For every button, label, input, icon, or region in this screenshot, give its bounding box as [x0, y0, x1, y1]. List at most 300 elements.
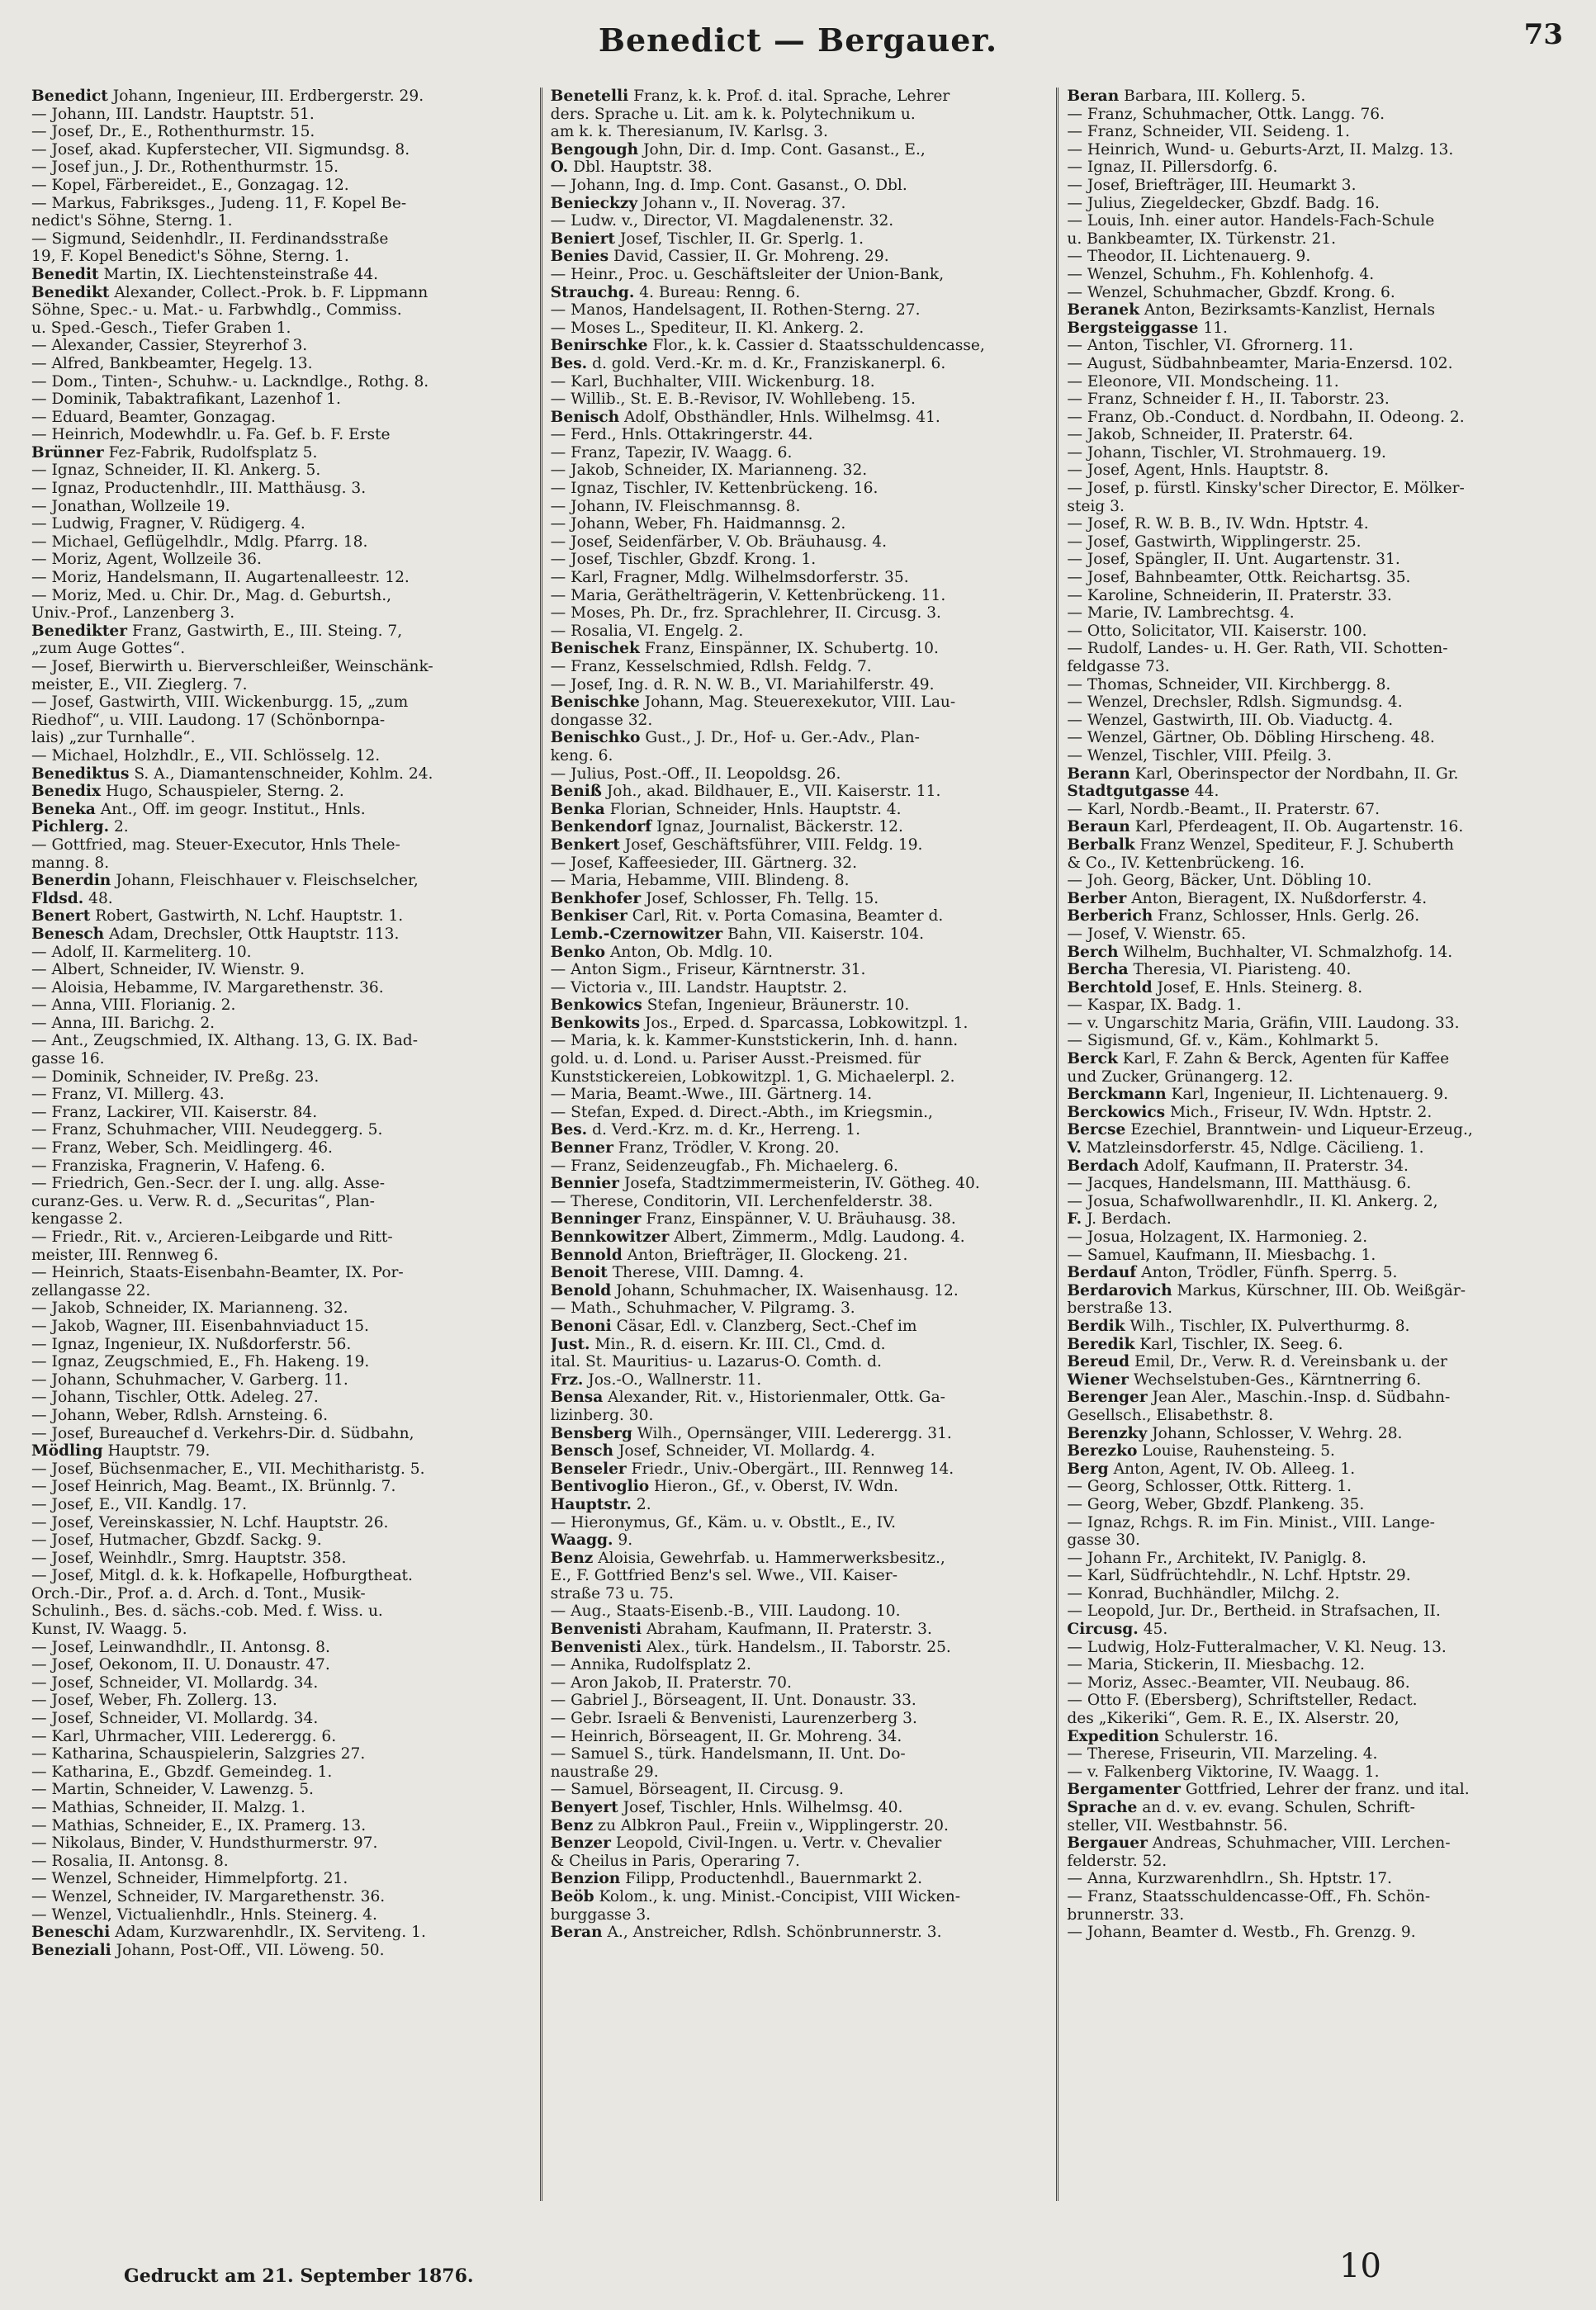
- directory-entry: naustraße 29.: [550, 1763, 659, 1781]
- directory-entry: — Franz, VI. Millerg. 43.: [31, 1086, 225, 1104]
- directory-entry: — Sigismund, Gf. v., Käm., Kohlmarkt 5.: [1067, 1032, 1379, 1050]
- directory-entry: — Aron Jakob, II. Praterstr. 70.: [550, 1673, 792, 1692]
- directory-entry: brunnerstr. 33.: [1067, 1905, 1185, 1924]
- directory-entry: — Albert, Schneider, IV. Wienstr. 9.: [31, 961, 305, 979]
- directory-entry: — Moriz, Assec.-Beamter, VII. Neubaug. 86.: [1067, 1673, 1410, 1692]
- directory-entry: „zum Auge Gottes“.: [31, 640, 186, 658]
- directory-entry: Bergauer Andreas, Schuhmacher, VIII. Lerchen-: [1067, 1834, 1451, 1853]
- directory-entry: — Maria, Hebamme, VIII. Blindeng. 8.: [550, 872, 850, 890]
- directory-entry: — Josef, Briefträger, III. Heumarkt 3.: [1067, 176, 1357, 194]
- directory-entry: — Johann, Ing. d. Imp. Cont. Gasanst., O. Dbl.: [550, 176, 907, 194]
- directory-entry: — Franz, Ob.-Conduct. d. Nordbahn, II. Odeong. 2.: [1067, 408, 1465, 426]
- directory-entry: Brünner Fez-Fabrik, Rudolfsplatz 5.: [31, 443, 318, 462]
- directory-entry: — Julius, Post.-Off., II. Leopoldsg. 26.: [550, 764, 841, 783]
- directory-entry: — Josua, Schafwollwarenhdlr., II. Kl. Ankerg. 2,: [1067, 1192, 1438, 1210]
- directory-entry: — Josef, Gastwirth, Wipplingerstr. 25.: [1067, 533, 1362, 551]
- directory-entry: Berdauf Anton, Trödler, Fünfh. Sperrg. 5.: [1067, 1264, 1398, 1282]
- directory-entry: berstraße 13.: [1067, 1299, 1173, 1318]
- directory-entry: — Josef, p. fürstl. Kinsky'scher Director, E. Mölker-: [1067, 480, 1465, 498]
- directory-entry: — Dominik, Schneider, IV. Preßg. 23.: [31, 1067, 320, 1086]
- directory-entry: Waagg. 9.: [550, 1531, 633, 1550]
- directory-entry: — Karoline, Schneiderin, II. Praterstr. 33.: [1067, 586, 1392, 604]
- directory-entry: — Markus, Fabriksges., Judeng. 11, F. Kopel Be-: [31, 194, 407, 212]
- directory-entry: Benetelli Franz, k. k. Prof. d. ital. Sprache, Lehrer: [550, 88, 950, 105]
- directory-entry: — Otto, Solicitator, VII. Kaiserstr. 100.: [1067, 622, 1367, 640]
- directory-entry: — Alexander, Cassier, Steyrerhof 3.: [31, 337, 308, 355]
- directory-entry: Stadtgutgasse 44.: [1067, 783, 1219, 801]
- directory-entry: Benz zu Albkron Paul., Freiin v., Wipplingerstr. 20.: [550, 1816, 949, 1834]
- directory-entry: — Wenzel, Schneider, IV. Margarethenstr. 36.: [31, 1887, 386, 1905]
- directory-entry: Frz. Jos.-O., Wallnerstr. 11.: [550, 1370, 762, 1389]
- directory-entry: lais) „zur Turnhalle“.: [31, 729, 196, 747]
- directory-entry: Benkendorf Ignaz, Journalist, Bäckerstr. 12.: [550, 818, 903, 836]
- directory-entry: — Aloisia, Hebamme, IV. Margarethenstr. 36.: [31, 978, 384, 996]
- directory-entry: — Mathias, Schneider, E., IX. Pramerg. 13.: [31, 1816, 367, 1834]
- directory-entry: Benzion Filipp, Productenhdl., Bauernmarkt 2.: [550, 1870, 923, 1888]
- directory-entry: — Anna, III. Barichg. 2.: [31, 1014, 215, 1032]
- directory-entry: — Eleonore, VII. Mondscheing. 11.: [1067, 372, 1339, 391]
- directory-entry: — Nikolaus, Binder, V. Hundsthurmerstr. 97.: [31, 1834, 378, 1853]
- directory-entry: — Josef, Schneider, VI. Mollardg. 34.: [31, 1673, 319, 1692]
- directory-entry: — v. Falkenberg Viktorine, IV. Waagg. 1.: [1067, 1763, 1380, 1781]
- directory-entry: — Josef, Ing. d. R. N. W. B., VI. Mariahilferstr. 49.: [550, 675, 935, 693]
- directory-entry: Bercse Ezechiel, Branntwein- und Liqueur-Erzeug.,: [1067, 1121, 1473, 1139]
- directory-entry: — Josef jun., J. Dr., Rothenthurmstr. 15.: [31, 159, 339, 177]
- directory-entry: Benedix Hugo, Schauspieler, Sterng. 2.: [31, 783, 344, 801]
- directory-entry: — Math., Schuhmacher, V. Pilgramg. 3.: [550, 1299, 855, 1318]
- directory-entry: — Julius, Ziegeldecker, Gbzdf. Badg. 16.: [1067, 194, 1380, 212]
- directory-entry: — Heinrich, Wund- u. Geburts-Arzt, II. Malzg. 13.: [1067, 140, 1454, 159]
- directory-entry: — Josef, Weber, Fh. Zollerg. 13.: [31, 1692, 277, 1710]
- directory-entry: — Josef, Mitgl. d. k. k. Hofkapelle, Hofburgtheat.: [31, 1567, 413, 1585]
- directory-entry: — Samuel, Börseagent, II. Circusg. 9.: [550, 1781, 844, 1799]
- page-number: 73: [1523, 18, 1563, 51]
- directory-entry: keng. 6.: [550, 746, 613, 764]
- directory-entry: — Theodor, II. Lichtenauerg. 9.: [1067, 248, 1311, 266]
- directory-entry: meister, III. Rennweg 6.: [31, 1246, 219, 1264]
- directory-entry: — Joh. Georg, Bäcker, Unt. Döbling 10.: [1067, 872, 1372, 890]
- directory-entry: — Josef, Schneider, VI. Mollardg. 34.: [31, 1710, 319, 1728]
- directory-entry: Benold Johann, Schuhmacher, IX. Waisenhausg. 12.: [550, 1281, 959, 1299]
- directory-entry: — Johann, Tischler, VI. Strohmauerg. 19.: [1067, 443, 1386, 462]
- directory-entry: — Josef, Agent, Hnls. Hauptstr. 8.: [1067, 462, 1329, 480]
- directory-entry: — Ludwig, Holz-Futteralmacher, V. Kl. Neug. 13.: [1067, 1638, 1447, 1656]
- directory-entry: — Katharina, E., Gbzdf. Gemeindeg. 1.: [31, 1763, 333, 1781]
- directory-entry: Berezko Louise, Rauhensteing. 5.: [1067, 1442, 1335, 1460]
- directory-entry: Berckowics Mich., Friseur, IV. Wdn. Hptstr. 2.: [1067, 1103, 1433, 1121]
- directory-entry: — Josef, Weinhdlr., Smrg. Hauptstr. 358.: [31, 1549, 347, 1567]
- directory-entry: — Karl, Fragner, Mdlg. Wilhelmsdorferstr. 35.: [550, 569, 909, 587]
- directory-entry: — Leopold, Jur. Dr., Bertheid. in Strafsachen, II.: [1067, 1602, 1441, 1621]
- directory-entry: Just. Min., R. d. eisern. Kr. III. Cl., Cmd. d.: [550, 1335, 886, 1353]
- directory-entry: Berdik Wilh., Tischler, IX. Pulverthurmg. 8.: [1067, 1317, 1410, 1335]
- directory-entry: Benoni Cäsar, Edl. v. Clanzberg, Sect.-Chef im: [550, 1317, 917, 1335]
- directory-entry: — Ignaz, Schneider, II. Kl. Ankerg. 5.: [31, 462, 321, 480]
- directory-entry: Beöb Kolom., k. ung. Minist.-Concipist, VIII Wicken-: [550, 1887, 960, 1905]
- directory-entry: — Anna, Kurzwarenhdlrn., Sh. Hptstr. 17.: [1067, 1870, 1392, 1888]
- directory-entry: — Johann, Weber, Rdlsh. Arnsteing. 6.: [31, 1406, 329, 1424]
- directory-entry: Schulinh., Bes. d. sächs.-cob. Med. f. Wiss. u.: [31, 1602, 383, 1621]
- directory-entry: Fldsd. 48.: [31, 889, 113, 907]
- directory-entry: — Josef Heinrich, Mag. Beamt., IX. Brünnlg. 7.: [31, 1478, 396, 1496]
- directory-entry: — Jacques, Handelsmann, III. Matthäusg. 6.: [1067, 1175, 1412, 1193]
- directory-entry: Expedition Schulerstr. 16.: [1067, 1727, 1279, 1745]
- directory-entry: — Hieronymus, Gf., Käm. u. v. Obstlt., E., IV.: [550, 1513, 897, 1531]
- directory-entry: — Jakob, Schneider, II. Praterstr. 64.: [1067, 426, 1353, 444]
- directory-entry: Benedikt Alexander, Collect.-Prok. b. F. Lippmann: [31, 283, 429, 301]
- directory-entry: Bensch Josef, Schneider, VI. Mollardg. 4.: [550, 1442, 875, 1460]
- directory-entry: O. Dbl. Hauptstr. 38.: [550, 159, 713, 177]
- directory-entry: Benischek Franz, Einspänner, IX. Schubertg. 10.: [550, 640, 939, 658]
- directory-entry: — Heinrich, Modewhdlr. u. Fa. Gef. b. F. Erste: [31, 426, 391, 444]
- directory-entry: — Maria, k. k. Kammer-Kunststickerin, Inh. d. hann.: [550, 1032, 959, 1050]
- directory-entry: Benies David, Cassier, II. Gr. Mohreng. 29.: [550, 248, 889, 266]
- directory-entry: Berenger Jean Aler., Maschin.-Insp. d. Südbahn-: [1067, 1389, 1451, 1407]
- directory-entry: dongasse 32.: [550, 711, 653, 729]
- directory-entry: Beneka Ant., Off. im geogr. Institut., Hnls.: [31, 800, 366, 818]
- page-title: Benedict — Bergauer.: [598, 21, 998, 59]
- directory-entry: Benesch Adam, Drechsler, Ottk Hauptstr. 113.: [31, 925, 400, 943]
- directory-entry: — Ignaz, Tischler, IV. Kettenbrückeng. 16.: [550, 480, 879, 498]
- directory-entry: Benvenisti Alex., türk. Handelsm., II. Taborstr. 25.: [550, 1638, 951, 1656]
- directory-entry: — Rudolf, Landes- u. H. Ger. Rath, VII. Schotten-: [1067, 640, 1448, 658]
- directory-entry: — Wenzel, Schuhmacher, Gbzdf. Krong. 6.: [1067, 283, 1395, 301]
- directory-entry: — Josef, Leinwandhdlr., II. Antonsg. 8.: [31, 1638, 330, 1656]
- directory-entry: u. Sped.-Gesch., Tiefer Graben 1.: [31, 319, 291, 337]
- directory-entry: — Michael, Holzhdlr., E., VII. Schlösselg. 12.: [31, 746, 381, 764]
- directory-entry: — Victoria v., III. Landstr. Hauptstr. 2.: [550, 978, 848, 996]
- directory-entry: — Josef, E., VII. Kandlg. 17.: [31, 1495, 248, 1513]
- print-date: Gedruckt am 21. September 1876.: [124, 2265, 474, 2287]
- directory-entry: — Josef, Oekonom, II. U. Donaustr. 47.: [31, 1656, 330, 1674]
- directory-entry: — Dom., Tinten-, Schuhw.- u. Lackndlge., Rothg. 8.: [31, 372, 429, 391]
- directory-entry: — Franz, Schuhmacher, Ottk. Langg. 76.: [1067, 105, 1385, 123]
- directory-entry: 19, F. Kopel Benedict's Söhne, Sterng. 1.: [31, 248, 349, 266]
- directory-entry: Benkowics Stefan, Ingenieur, Bräunerstr. 10.: [550, 996, 910, 1015]
- directory-entry: manng. 8.: [31, 854, 110, 872]
- directory-entry: Beraun Karl, Pferdeagent, II. Ob. Augartenstr. 16.: [1067, 818, 1464, 836]
- directory-entry: Berck Karl, F. Zahn & Berck, Agenten für Kaffee: [1067, 1050, 1450, 1068]
- directory-entry: — Manos, Handelsagent, II. Rothen-Sterng. 27.: [550, 301, 921, 320]
- directory-entry: Benert Robert, Gastwirth, N. Lchf. Hauptstr. 1.: [31, 907, 404, 925]
- directory-entry: — Aug., Staats-Eisenb.-B., VIII. Laudong. 10.: [550, 1602, 901, 1621]
- directory-entry: — Moses, Ph. Dr., frz. Sprachlehrer, II. Circusg. 3.: [550, 604, 941, 622]
- directory-entry: — Maria, Beamt.-Wwe., III. Gärtnerg. 14.: [550, 1086, 873, 1104]
- directory-entry: — Anna, VIII. Florianig. 2.: [31, 996, 236, 1015]
- directory-entry: — Heinr., Proc. u. Geschäftsleiter der Union-Bank,: [550, 265, 945, 283]
- directory-entry: — Josef, Kaffeesieder, III. Gärtnerg. 32.: [550, 854, 857, 872]
- directory-entry: — Johann, IV. Fleischmannsg. 8.: [550, 497, 801, 515]
- directory-entry: — Wenzel, Victualienhdlr., Hnls. Steinerg. 4.: [31, 1905, 377, 1924]
- directory-entry: Benischke Johann, Mag. Steuerexekutor, VIII. Lau-: [550, 693, 956, 712]
- directory-entry: Kunststickereien, Lobkowitzpl. 1, G. Michaelerpl. 2.: [550, 1067, 955, 1086]
- directory-entry: Bensberg Wilh., Opernsänger, VIII. Lederergg. 31.: [550, 1424, 952, 1442]
- directory-entry: gasse 16.: [31, 1050, 105, 1068]
- directory-entry: Bensa Alexander, Rit. v., Historienmaler, Ottk. Ga-: [550, 1389, 945, 1407]
- directory-entry: Bennier Josefa, Stadtzimmermeisterin, IV. Götheg. 40.: [550, 1175, 980, 1193]
- directory-entry: Beranek Anton, Bezirksamts-Kanzlist, Hernals: [1067, 301, 1435, 320]
- directory-entry: — Jonathan, Wollzeile 19.: [31, 497, 230, 515]
- directory-entry: — Anton, Tischler, VI. Gfrornerg. 11.: [1067, 337, 1354, 355]
- directory-entry: — Maria, Stickerin, II. Miesbachg. 12.: [1067, 1656, 1365, 1674]
- directory-entry: Benerdin Johann, Fleischhauer v. Fleischselcher,: [31, 872, 419, 890]
- directory-entry: — Johann Fr., Architekt, IV. Paniglg. 8.: [1067, 1549, 1366, 1567]
- directory-entry: Bes. d. Verd.-Krz. m. d. Kr., Herreng. 1.: [550, 1121, 860, 1139]
- directory-entry: Berg Anton, Agent, IV. Ob. Alleeg. 1.: [1067, 1460, 1356, 1478]
- directory-entry: — Karl, Südfrüchtehdlr., N. Lchf. Hptstr. 29.: [1067, 1567, 1411, 1585]
- column-middle: [540, 88, 1057, 2201]
- directory-entry: — Josef, Vereinskassier, N. Lchf. Hauptstr. 26.: [31, 1513, 389, 1531]
- directory-entry: — Franz, Seidenzeugfab., Fh. Michaelerg. 6.: [550, 1157, 898, 1175]
- directory-entry: Bergamenter Gottfried, Lehrer der franz. und ital.: [1067, 1781, 1470, 1799]
- directory-entry: Benyert Josef, Tischler, Hnls. Wilhelmsg. 40.: [550, 1799, 903, 1816]
- directory-entry: — Ludw. v., Director, VI. Magdalenenstr. 32.: [550, 212, 894, 230]
- directory-entry: zellangasse 22.: [31, 1281, 151, 1299]
- directory-entry: — Alfred, Bankbeamter, Hegelg. 13.: [31, 354, 313, 372]
- directory-entry: — Josef, V. Wienstr. 65.: [1067, 925, 1247, 943]
- directory-entry: — Otto F. (Ebersberg), Schriftsteller, Redact.: [1067, 1692, 1418, 1710]
- directory-entry: — Johann, Beamter d. Westb., Fh. Grenzg. 9.: [1067, 1924, 1416, 1942]
- directory-entry: Söhne, Spec.- u. Mat.- u. Farbwhdlg., Commiss.: [31, 301, 402, 320]
- directory-entry: Benko Anton, Ob. Mdlg. 10.: [550, 943, 773, 961]
- directory-entry: — Johann, Schuhmacher, V. Garberg. 11.: [31, 1370, 348, 1389]
- directory-entry: — Thomas, Schneider, VII. Kirchbergg. 8.: [1067, 675, 1391, 693]
- directory-entry: — Josef, Seidenfärber, V. Ob. Bräuhausg. 4.: [550, 533, 888, 551]
- directory-entry: Berber Anton, Bieragent, IX. Nußdorferstr. 4.: [1067, 889, 1428, 907]
- directory-entry: — Wenzel, Schuhm., Fh. Kohlenhofg. 4.: [1067, 265, 1375, 283]
- directory-entry: des „Kikeriki“, Gem. R. E., IX. Alserstr. 20,: [1067, 1710, 1399, 1728]
- directory-entry: steig 3.: [1067, 497, 1125, 515]
- directory-entry: Bennkowitzer Albert, Zimmerm., Mdlg. Laudong. 4.: [550, 1228, 965, 1246]
- directory-entry: — Josef, Büchsenmacher, E., VII. Mechitharistg. 5.: [31, 1460, 425, 1478]
- directory-entry: — Franz, Weber, Sch. Meidlingerg. 46.: [31, 1139, 333, 1157]
- directory-entry: — Willib., St. E. B.-Revisor, IV. Wohllebeng. 15.: [550, 391, 916, 409]
- directory-entry: Bereud Emil, Dr., Verw. R. d. Vereinsbank u. der: [1067, 1353, 1447, 1371]
- directory-entry: Benka Florian, Schneider, Hnls. Hauptstr. 4.: [550, 800, 902, 818]
- directory-entry: Beran Barbara, III. Kollerg. 5.: [1067, 88, 1306, 105]
- directory-entry: — Eduard, Beamter, Gonzagag.: [31, 408, 276, 426]
- directory-entry: — Louis, Inh. einer autor. Handels-Fach-Schule: [1067, 212, 1435, 230]
- directory-entry: Benediktus S. A., Diamantenschneider, Kohlm. 24.: [31, 764, 433, 783]
- directory-entry: — Moriz, Med. u. Chir. Dr., Mag. d. Geburtsh.,: [31, 586, 392, 604]
- directory-entry: — Gottfried, mag. Steuer-Executor, Hnls Thele-: [31, 835, 400, 854]
- directory-entry: Berdach Adolf, Kaufmann, II. Praterstr. 34.: [1067, 1157, 1409, 1175]
- directory-entry: — Wenzel, Drechsler, Rdlsh. Sigmundsg. 4.: [1067, 693, 1403, 712]
- directory-entry: Bes. d. gold. Verd.-Kr. m. d. Kr., Franziskanerpl. 6.: [550, 354, 946, 372]
- directory-entry: — Josef, akad. Kupferstecher, VII. Sigmundsg. 8.: [31, 140, 410, 159]
- directory-entry: Beneschi Adam, Kurzwarenhdlr., IX. Serviteng. 1.: [31, 1924, 426, 1942]
- directory-entry: felderstr. 52.: [1067, 1852, 1167, 1870]
- directory-entry: Berann Karl, Oberinspector der Nordbahn, II. Gr.: [1067, 764, 1459, 783]
- directory-entry: — Wenzel, Schneider, Himmelpfortg. 21.: [31, 1870, 348, 1888]
- directory-entry: — Ant., Zeugschmied, IX. Althang. 13, G. IX. Bad-: [31, 1032, 418, 1050]
- directory-entry: Benz Aloisia, Gewehrfab. u. Hammerwerksbesitz.,: [550, 1549, 945, 1567]
- directory-entry: — Maria, Geräthelträgerin, V. Kettenbrückeng. 11.: [550, 586, 946, 604]
- directory-entry: — Ignaz, Ingenieur, IX. Nußdorferstr. 56.: [31, 1335, 352, 1353]
- directory-entry: — Wenzel, Gastwirth, III. Ob. Viaductg. 4.: [1067, 711, 1394, 729]
- directory-entry: — Josua, Holzagent, IX. Harmonieg. 2.: [1067, 1228, 1368, 1246]
- directory-entry: Benirschke Flor., k. k. Cassier d. Staatsschuldencasse,: [550, 337, 985, 355]
- directory-entry: Berdarovich Markus, Kürschner, III. Ob. Weißgär-: [1067, 1281, 1466, 1299]
- directory-entry: Benseler Friedr., Univ.-Obergärt., III. Rennweg 14.: [550, 1460, 954, 1478]
- directory-entry: F. J. Berdach.: [1067, 1210, 1172, 1228]
- directory-entry: — Karl, Uhrmacher, VIII. Lederergg. 6.: [31, 1727, 337, 1745]
- directory-entry: & Cheilus in Paris, Operaring 7.: [550, 1852, 800, 1870]
- directory-entry: — Josef, Dr., E., Rothenthurmstr. 15.: [31, 123, 315, 141]
- directory-entry: — Jakob, Wagner, III. Eisenbahnviaduct 15.: [31, 1317, 369, 1335]
- directory-entry: Beredik Karl, Tischler, IX. Seeg. 6.: [1067, 1335, 1343, 1353]
- directory-entry: Benvenisti Abraham, Kaufmann, II. Praterstr. 3.: [550, 1621, 932, 1639]
- directory-entry: — Wenzel, Gärtner, Ob. Döbling Hirscheng. 48.: [1067, 729, 1435, 747]
- directory-entry: — Konrad, Buchhändler, Milchg. 2.: [1067, 1584, 1340, 1602]
- directory-entry: Bercha Theresia, VI. Piaristeng. 40.: [1067, 961, 1352, 979]
- directory-entry: — Ignaz, Zeugschmied, E., Fh. Hakeng. 19.: [31, 1353, 370, 1371]
- directory-entry: burggasse 3.: [550, 1905, 651, 1924]
- directory-entry: nedict's Söhne, Sterng. 1.: [31, 212, 233, 230]
- directory-entry: Gesellsch., Elisabethstr. 8.: [1067, 1406, 1274, 1424]
- directory-entry: — Gebr. Israeli & Benvenisti, Laurenzerberg 3.: [550, 1710, 917, 1728]
- directory-entry: — Josef, Bahnbeamter, Ottk. Reichartsg. 35.: [1067, 569, 1411, 587]
- sheet-signature: 10: [1339, 2247, 1381, 2285]
- directory-entry: — Friedrich, Gen.-Secr. der I. ung. allg. Asse-: [31, 1175, 386, 1193]
- directory-entry: meister, E., VII. Zieglerg. 7.: [31, 675, 248, 693]
- directory-entry: — Franz, Schneider f. H., II. Taborstr. 23.: [1067, 391, 1390, 409]
- directory-entry: straße 73 u. 75.: [550, 1584, 674, 1602]
- directory-entry: — Therese, Friseurin, VII. Marzeling. 4.: [1067, 1745, 1378, 1763]
- directory-entry: Benedict Johann, Ingenieur, III. Erdbergerstr. 29.: [31, 88, 424, 105]
- directory-entry: gold. u. d. Lond. u. Pariser Ausst.-Preismed. für: [550, 1050, 921, 1068]
- directory-entry: Beran A., Anstreicher, Rdlsh. Schönbrunnerstr. 3.: [550, 1924, 942, 1942]
- directory-entry: Benkiser Carl, Rit. v. Porta Comasina, Beamter d.: [550, 907, 944, 925]
- directory-entry: am k. k. Theresianum, IV. Karlsg. 3.: [550, 123, 828, 141]
- directory-entry: Benedikter Franz, Gastwirth, E., III. Steing. 7,: [31, 622, 403, 640]
- directory-entry: Sprache an d. v. ev. evang. Schulen, Schrift-: [1067, 1799, 1415, 1816]
- directory-columns: [23, 88, 1573, 2201]
- directory-entry: — Kaspar, IX. Badg. 1.: [1067, 996, 1242, 1015]
- directory-entry: — Samuel S., türk. Handelsmann, II. Unt. Do-: [550, 1745, 906, 1763]
- directory-entry: Mödling Hauptstr. 79.: [31, 1442, 211, 1460]
- directory-entry: Benedit Martin, IX. Liechtensteinstraße 44.: [31, 265, 379, 283]
- directory-entry: Circusg. 45.: [1067, 1621, 1168, 1639]
- directory-entry: Benzer Leopold, Civil-Ingen. u. Vertr. v. Chevalier: [550, 1834, 942, 1853]
- directory-entry: Kunst, IV. Waagg. 5.: [31, 1621, 187, 1639]
- directory-entry: steller, VII. Westbahnstr. 56.: [1067, 1816, 1288, 1834]
- directory-entry: Berenzky Johann, Schlosser, V. Wehrg. 28.: [1067, 1424, 1403, 1442]
- directory-entry: — Ignaz, Rchgs. R. im Fin. Minist., VIII. Lange-: [1067, 1513, 1435, 1531]
- directory-entry: — Katharina, Schauspielerin, Salzgries 27.: [31, 1745, 366, 1763]
- directory-entry: — Johann, Tischler, Ottk. Adeleg. 27.: [31, 1389, 319, 1407]
- directory-entry: Beneziali Johann, Post-Off., VII. Löweng. 50.: [31, 1941, 385, 1959]
- directory-entry: — Georg, Schlosser, Ottk. Ritterg. 1.: [1067, 1478, 1352, 1496]
- directory-entry: Strauchg. 4. Bureau: Renng. 6.: [550, 283, 801, 301]
- directory-entry: — Josef, Hutmacher, Gbzdf. Sackg. 9.: [31, 1531, 322, 1550]
- directory-entry: — Josef, R. W. B. B., IV. Wdn. Hptstr. 4.: [1067, 515, 1369, 533]
- directory-entry: Benkert Josef, Geschäftsführer, VIII. Feldg. 19.: [550, 835, 923, 854]
- directory-entry: — Moriz, Agent, Wollzeile 36.: [31, 551, 262, 569]
- directory-entry: — Josef, Tischler, Gbzdf. Krong. 1.: [550, 551, 817, 569]
- directory-entry: — Ignaz, II. Pillersdorfg. 6.: [1067, 159, 1278, 177]
- directory-entry: Berbalk Franz Wenzel, Spediteur, F. J. Schuberth: [1067, 835, 1454, 854]
- directory-entry: Benoit Therese, VIII. Damng. 4.: [550, 1264, 804, 1282]
- directory-entry: Benkhofer Josef, Schlosser, Fh. Tellg. 15.: [550, 889, 879, 907]
- directory-entry: — Sigmund, Seidenhdlr., II. Ferdinandsstraße: [31, 230, 389, 248]
- directory-entry: — Marie, IV. Lambrechtsg. 4.: [1067, 604, 1295, 622]
- directory-entry: Lemb.-Czernowitzer Bahn, VII. Kaiserstr. 104.: [550, 925, 925, 943]
- directory-entry: — Franziska, Fragnerin, V. Hafeng. 6.: [31, 1157, 325, 1175]
- directory-entry: — Adolf, II. Karmeliterg. 10.: [31, 943, 252, 961]
- directory-entry: Berchtold Josef, E. Hnls. Steinerg. 8.: [1067, 978, 1363, 996]
- directory-entry: — Josef, Spängler, II. Unt. Augartenstr. 31.: [1067, 551, 1400, 569]
- directory-entry: — Samuel, Kaufmann, II. Miesbachg. 1.: [1067, 1246, 1376, 1264]
- directory-entry: und Zucker, Grünangerg. 12.: [1067, 1067, 1294, 1086]
- directory-entry: Benisch Adolf, Obsthändler, Hnls. Wilhelmsg. 41.: [550, 408, 940, 426]
- directory-entry: — Josef, Bierwirth u. Bierverschleißer, Weinschänk-: [31, 658, 433, 675]
- directory-entry: V. Matzleinsdorferstr. 45, Ndlge. Cäcilieng. 1.: [1067, 1139, 1424, 1157]
- directory-entry: Bergsteiggasse 11.: [1067, 319, 1228, 337]
- directory-entry: Berckmann Karl, Ingenieur, II. Lichtenauerg. 9.: [1067, 1086, 1449, 1104]
- directory-entry: — Moriz, Handelsmann, II. Augartenalleestr. 12.: [31, 569, 410, 587]
- directory-entry: — Annika, Rudolfsplatz 2.: [550, 1656, 751, 1674]
- directory-entry: — Martin, Schneider, V. Lawenzg. 5.: [31, 1781, 314, 1799]
- directory-entry: — Ludwig, Fragner, V. Rüdigerg. 4.: [31, 515, 305, 533]
- directory-entry: kengasse 2.: [31, 1210, 123, 1228]
- directory-entry: — v. Ungarschitz Maria, Gräfin, VIII. Laudong. 33.: [1067, 1014, 1460, 1032]
- directory-entry: — Franz, Staatsschuldencasse-Off., Fh. Schön-: [1067, 1887, 1431, 1905]
- directory-entry: Benischko Gust., J. Dr., Hof- u. Ger.-Adv., Plan-: [550, 729, 920, 747]
- directory-entry: — Stefan, Exped. d. Direct.-Abth., im Kriegsmin.,: [550, 1103, 933, 1121]
- directory-entry: — Georg, Weber, Gbzdf. Plankeng. 35.: [1067, 1495, 1365, 1513]
- directory-entry: Pichlerg. 2.: [31, 818, 129, 836]
- directory-entry: — Ignaz, Productenhdlr., III. Matthäusg. 3.: [31, 480, 367, 498]
- directory-entry: Benieckzy Johann v., II. Noverag. 37.: [550, 194, 846, 212]
- directory-entry: Benninger Franz, Einspänner, V. U. Bräuhausg. 38.: [550, 1210, 956, 1228]
- directory-entry: u. Bankbeamter, IX. Türkenstr. 21.: [1067, 230, 1337, 248]
- directory-entry: Riedhof“, u. VIII. Laudong. 17 (Schönbornpa-: [31, 711, 386, 729]
- directory-entry: — Karl, Nordb.-Beamt., II. Praterstr. 67.: [1067, 800, 1381, 818]
- directory-entry: — Johann, III. Landstr. Hauptstr. 51.: [31, 105, 315, 123]
- directory-entry: — Franz, Tapezir, IV. Waagg. 6.: [550, 443, 793, 462]
- directory-entry: — Josef, Gastwirth, VIII. Wickenburgg. 15, „zum: [31, 693, 409, 712]
- directory-entry: — Karl, Buchhalter, VIII. Wickenburg. 18.: [550, 372, 875, 391]
- directory-entry: — Franz, Lackirer, VII. Kaiserstr. 84.: [31, 1103, 318, 1121]
- directory-entry: Berberich Franz, Schlosser, Hnls. Gerlg. 26.: [1067, 907, 1420, 925]
- directory-entry: Orch.-Dir., Prof. a. d. Arch. d. Tont., Musik-: [31, 1584, 366, 1602]
- directory-entry: — Dominik, Tabaktrafikant, Lazenhof 1.: [31, 391, 341, 409]
- directory-entry: curanz-Ges. u. Verw. R. d. „Securitas“, Plan-: [31, 1192, 375, 1210]
- directory-entry: Beniert Josef, Tischler, II. Gr. Sperlg. 1.: [550, 230, 864, 248]
- directory-entry: Hauptstr. 2.: [550, 1495, 651, 1513]
- directory-entry: — Gabriel J., Börseagent, II. Unt. Donaustr. 33.: [550, 1692, 916, 1710]
- directory-entry: & Co., IV. Kettenbrückeng. 16.: [1067, 854, 1305, 872]
- directory-entry: Beniß Joh., akad. Bildhauer, E., VII. Kaiserstr. 11.: [550, 783, 941, 801]
- directory-entry: — Mathias, Schneider, II. Malzg. 1.: [31, 1799, 305, 1816]
- directory-entry: — Jakob, Schneider, IX. Marianneng. 32.: [31, 1299, 348, 1318]
- directory-entry: — Franz, Schneider, VII. Seideng. 1.: [1067, 123, 1350, 141]
- directory-entry: Benkowits Jos., Erped. d. Sparcassa, Lobkowitzpl. 1.: [550, 1014, 968, 1032]
- directory-entry: — Kopel, Färbereidet., E., Gonzagag. 12.: [31, 176, 349, 194]
- directory-entry: — Johann, Weber, Fh. Haidmannsg. 2.: [550, 515, 846, 533]
- directory-entry: — Heinrich, Staats-Eisenbahn-Beamter, IX. Por-: [31, 1264, 404, 1282]
- directory-entry: — Wenzel, Tischler, VIII. Pfeilg. 3.: [1067, 746, 1332, 764]
- directory-entry: — Rosalia, VI. Engelg. 2.: [550, 622, 744, 640]
- directory-entry: Bennold Anton, Briefträger, II. Glockeng. 21.: [550, 1246, 908, 1264]
- column-right: [1056, 88, 1573, 2201]
- directory-entry: — Jakob, Schneider, IX. Marianneng. 32.: [550, 462, 868, 480]
- directory-entry: gasse 30.: [1067, 1531, 1140, 1550]
- directory-entry: — Ferd., Hnls. Ottakringerstr. 44.: [550, 426, 813, 444]
- directory-entry: Wiener Wechselstuben-Ges., Kärntnerring 6.: [1067, 1370, 1422, 1389]
- directory-entry: feldgasse 73.: [1067, 658, 1170, 675]
